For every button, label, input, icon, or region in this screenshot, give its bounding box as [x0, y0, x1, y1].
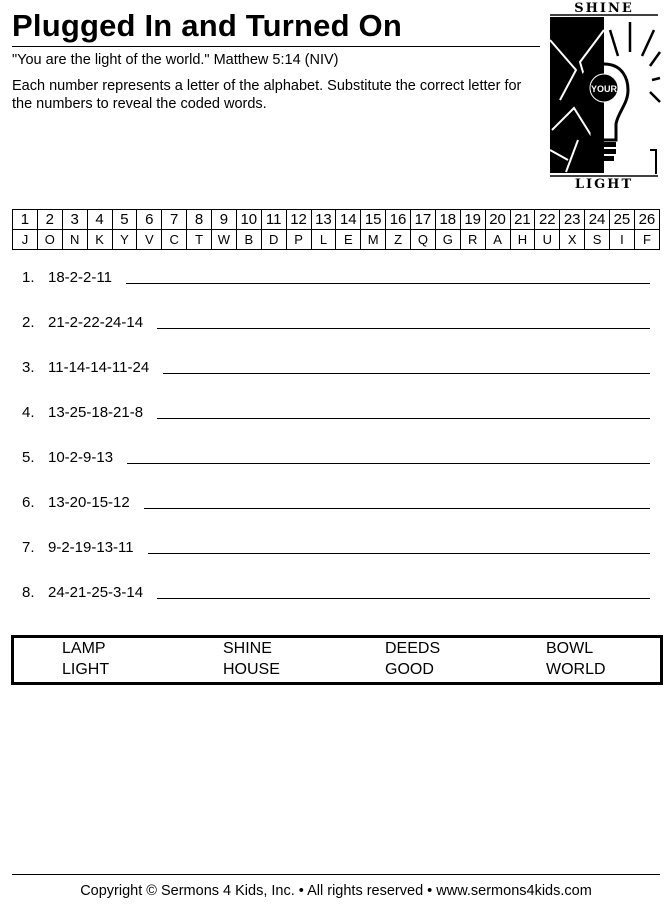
answer-line[interactable] — [157, 418, 650, 419]
puzzle-number: 1. — [22, 269, 35, 286]
logo-bottom-text: LIGHT — [574, 177, 634, 190]
cipher-number: 1 — [13, 210, 38, 230]
logo-center-text: YOUR — [590, 84, 618, 94]
copyright-footer: Copyright © Sermons 4 Kids, Inc. • All rights reserved • www.sermons4kids.com — [80, 883, 592, 899]
cipher-letter: M — [361, 230, 386, 250]
footer-divider — [12, 874, 660, 875]
cipher-number: 14 — [336, 210, 361, 230]
puzzle-number: 5. — [22, 449, 35, 466]
cipher-key-table — [12, 209, 660, 250]
cipher-number: 13 — [311, 210, 336, 230]
puzzle-number: 2. — [22, 314, 35, 331]
cipher-letter: S — [585, 230, 610, 250]
puzzle-item — [22, 262, 650, 286]
answer-line[interactable] — [157, 328, 650, 329]
word-bank-item: HOUSE — [223, 661, 280, 678]
cipher-letter: Z — [386, 230, 411, 250]
cipher-number: 25 — [610, 210, 635, 230]
cipher-number: 2 — [37, 210, 62, 230]
lightbulb-icon — [550, 17, 660, 174]
cipher-number: 21 — [510, 210, 535, 230]
puzzle-number: 7. — [22, 539, 35, 556]
cipher-letter: T — [187, 230, 212, 250]
answer-line[interactable] — [127, 463, 650, 464]
word-bank — [11, 635, 663, 685]
puzzle-code: 9-2-19-13-11 — [48, 539, 134, 556]
cipher-letter: W — [212, 230, 237, 250]
cipher-letter: N — [62, 230, 87, 250]
cipher-letter: A — [485, 230, 510, 250]
cipher-letter: X — [560, 230, 585, 250]
answer-line[interactable] — [126, 283, 650, 284]
puzzle-code: 21-2-22-24-14 — [48, 314, 144, 331]
cipher-number: 7 — [162, 210, 187, 230]
word-bank-item: SHINE — [223, 640, 272, 657]
cipher-letters-row — [13, 230, 660, 250]
cipher-letter: V — [137, 230, 162, 250]
cipher-number: 8 — [187, 210, 212, 230]
cipher-number: 5 — [112, 210, 137, 230]
puzzle-item — [22, 352, 650, 376]
cipher-number: 6 — [137, 210, 162, 230]
cipher-number: 26 — [634, 210, 659, 230]
cipher-letter: Q — [411, 230, 436, 250]
word-bank-item: LIGHT — [62, 661, 110, 678]
word-bank-item: LAMP — [62, 640, 106, 657]
page-title: Plugged In and Turned On — [12, 8, 402, 43]
cipher-letter: G — [435, 230, 460, 250]
puzzle-item — [22, 442, 650, 466]
cipher-letter: I — [610, 230, 635, 250]
cipher-number: 9 — [212, 210, 237, 230]
cipher-number: 11 — [261, 210, 286, 230]
word-bank-item: GOOD — [385, 661, 434, 678]
puzzle-code: 24-21-25-3-14 — [48, 584, 144, 601]
cipher-numbers-row — [13, 210, 660, 230]
cipher-letter: J — [13, 230, 38, 250]
cipher-letter: C — [162, 230, 187, 250]
puzzle-item — [22, 397, 650, 421]
puzzle-item — [22, 307, 650, 331]
logo-top-text: SHINE — [574, 1, 634, 16]
answer-line[interactable] — [157, 598, 650, 599]
bible-verse: "You are the light of the world." Matthew 5:14 (NIV) — [12, 52, 339, 68]
puzzle-code: 10-2-9-13 — [48, 449, 114, 466]
puzzle-item — [22, 577, 650, 601]
cipher-number: 18 — [435, 210, 460, 230]
cipher-letter: R — [460, 230, 485, 250]
cipher-letter: B — [236, 230, 261, 250]
cipher-letter: D — [261, 230, 286, 250]
puzzle-item — [22, 532, 650, 556]
cipher-number: 19 — [460, 210, 485, 230]
puzzle-number: 4. — [22, 404, 35, 421]
cipher-number: 4 — [87, 210, 112, 230]
answer-line[interactable] — [148, 553, 650, 554]
word-bank-item: WORLD — [546, 661, 606, 678]
puzzle-code: 13-20-15-12 — [48, 494, 130, 511]
cipher-letter: E — [336, 230, 361, 250]
cipher-number: 12 — [286, 210, 311, 230]
cipher-number: 24 — [585, 210, 610, 230]
cipher-letter: Y — [112, 230, 137, 250]
cipher-letter: O — [37, 230, 62, 250]
shine-your-light-logo — [546, 0, 662, 190]
cipher-letter: U — [535, 230, 560, 250]
puzzle-code: 18-2-2-11 — [48, 269, 112, 286]
cipher-number: 23 — [560, 210, 585, 230]
instructions: Each number represents a letter of the alphabet. Substitute the correct letter for the numbers to reveal the coded words. — [12, 78, 522, 112]
puzzle-number: 3. — [22, 359, 35, 376]
puzzle-item — [22, 487, 650, 511]
cipher-letter: P — [286, 230, 311, 250]
cipher-number: 3 — [62, 210, 87, 230]
puzzle-code: 13-25-18-21-8 — [48, 404, 144, 421]
cipher-number: 17 — [411, 210, 436, 230]
cipher-letter: L — [311, 230, 336, 250]
title-divider — [12, 46, 540, 47]
answer-line[interactable] — [144, 508, 650, 509]
cipher-number: 20 — [485, 210, 510, 230]
cipher-letter: K — [87, 230, 112, 250]
word-bank-item: BOWL — [546, 640, 594, 657]
puzzle-number: 6. — [22, 494, 35, 511]
cipher-letter: H — [510, 230, 535, 250]
cipher-number: 22 — [535, 210, 560, 230]
puzzle-code: 11-14-14-11-24 — [48, 359, 150, 376]
word-bank-item: DEEDS — [385, 640, 441, 657]
cipher-number: 10 — [236, 210, 261, 230]
puzzle-number: 8. — [22, 584, 35, 601]
cipher-number: 16 — [386, 210, 411, 230]
answer-line[interactable] — [163, 373, 650, 374]
cipher-number: 15 — [361, 210, 386, 230]
cipher-letter: F — [634, 230, 659, 250]
